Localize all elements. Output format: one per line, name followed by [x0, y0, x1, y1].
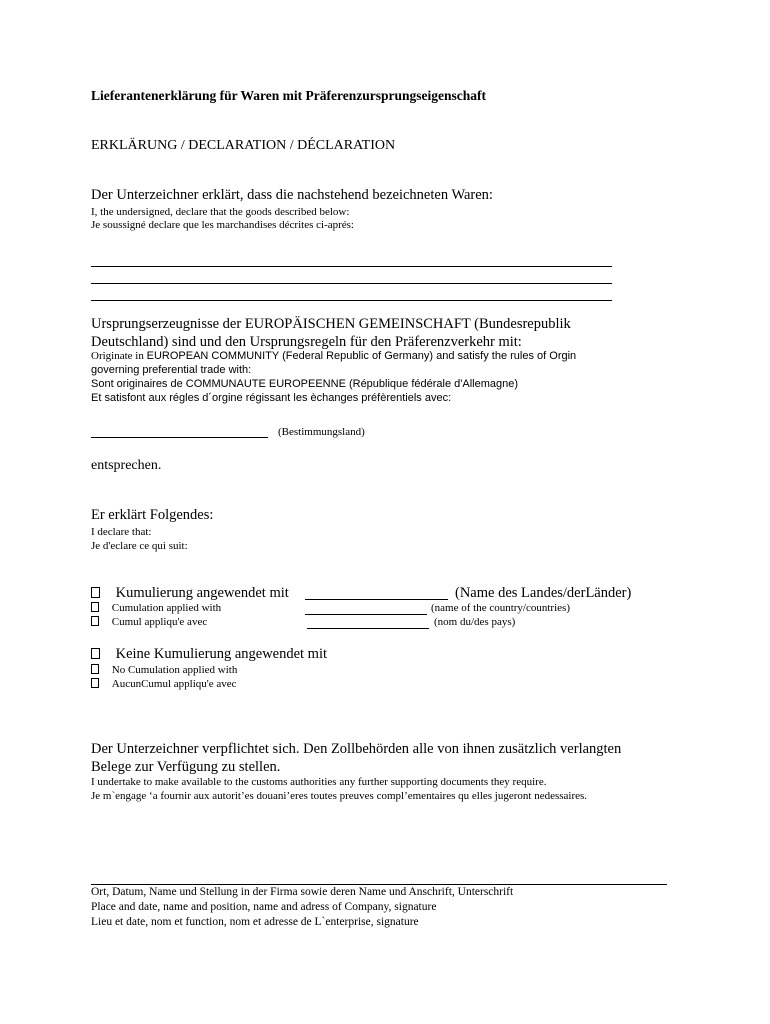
declaration-heading: ERKLÄRUNG / DECLARATION / DÉCLARATION: [91, 138, 396, 153]
goods-line-1[interactable]: [91, 266, 612, 267]
origin-en-prefix: Originate in: [91, 350, 144, 362]
cumulation-label-fr: Cumul appliqu'e avec: [111, 616, 208, 628]
cumulation-checkbox-fr[interactable]: [91, 616, 99, 626]
cumulation-label-en: Cumulation applied with: [111, 602, 222, 614]
intro-de: Der Unterzeichner erklärt, dass die nachstehend bezeichneten Waren:: [91, 187, 493, 203]
origin-fr-line2: Et satisfont aux régles d´orgine régissant les èchanges préfèrentiels avec:: [91, 392, 452, 404]
goods-line-2[interactable]: [91, 283, 612, 284]
declare-de: Er erklärt Folgendes:: [91, 507, 214, 523]
cumulation-country-field-fr[interactable]: [307, 628, 429, 629]
origin-de-line2: Deutschland) sind und den Ursprungsregeln für den Präferenzverkehr mit:: [91, 334, 522, 350]
origin-en-line1: [91, 350, 576, 362]
signature-de: Ort, Datum, Name und Stellung in der Firma sowie deren Name und Anschrift, Unterschrift: [91, 886, 514, 898]
destination-field[interactable]: [91, 437, 268, 438]
origin-en-line2: governing preferential trade with:: [91, 364, 252, 376]
intro-fr: Je soussigné declare que les marchandises décrites ci-aprés:: [91, 219, 354, 231]
cumulation-suffix-fr: (nom du/des pays): [434, 616, 516, 628]
no-cumulation-label-en: No Cumulation applied with: [111, 664, 238, 676]
undertake-de-line2: Belege zur Verfügung zu stellen.: [91, 759, 281, 775]
signature-line[interactable]: [91, 884, 667, 885]
cumulation-row-fr: [91, 616, 207, 628]
cumulation-suffix-de: (Name des Landes/derLänder): [455, 585, 632, 601]
origin-fr-line1: Sont originaires de COMMUNAUTE EUROPEENNE (République fédérale d'Allemagne): [91, 378, 518, 390]
document-title: Lieferantenerklärung für Waren mit Präferenzursprungseigenschaft: [91, 88, 486, 103]
undertake-de-line1: Der Unterzeichner verpflichtet sich. Den Zollbehörden alle von ihnen zusätzlich verlangten: [91, 741, 622, 757]
origin-de-line1: Ursprungserzeugnisse der EUROPÄISCHEN GEMEINSCHAFT (Bundesrepublik: [91, 316, 571, 332]
no-cumulation-row-fr: [91, 678, 237, 690]
declare-en: I declare that:: [91, 526, 152, 538]
destination-label: (Bestimmungsland): [278, 426, 365, 438]
declare-fr: Je d'eclare ce qui suit:: [91, 540, 188, 552]
no-cumulation-row-de: [91, 646, 327, 663]
undertake-en: I undertake to make available to the customs authorities any further supporting documents they require.: [91, 776, 547, 788]
cumulation-checkbox-en[interactable]: [91, 602, 99, 612]
cumulation-suffix-en: (name of the country/countries): [431, 602, 570, 614]
cumulation-row-en: [91, 602, 221, 614]
cumulation-country-field-en[interactable]: [305, 614, 427, 615]
no-cumulation-checkbox[interactable]: [91, 648, 100, 659]
cumulation-label-de: Kumulierung angewendet mit: [115, 585, 289, 601]
no-cumulation-label-de: Keine Kumulierung angewendet mit: [115, 646, 328, 662]
no-cumulation-checkbox-en[interactable]: [91, 664, 99, 674]
origin-en-text: EUROPEAN COMMUNITY (Federal Republic of Germany) and satisfy the rules of Orgin: [146, 350, 577, 362]
intro-en: I, the undersigned, declare that the goods described below:: [91, 206, 350, 218]
signature-fr: Lieu et date, nom et function, nom et adresse de L`enterprise, signature: [91, 916, 419, 928]
destination-suffix: entsprechen.: [91, 458, 162, 473]
signature-en: Place and date, name and position, name and adress of Company, signature: [91, 901, 437, 913]
cumulation-row-de: [91, 585, 289, 602]
cumulation-checkbox[interactable]: [91, 587, 100, 598]
no-cumulation-label-fr: AucunCumul appliqu'e avec: [111, 678, 237, 690]
no-cumulation-row-en: [91, 664, 237, 676]
goods-line-3[interactable]: [91, 300, 612, 301]
cumulation-country-field-de[interactable]: [305, 599, 448, 600]
undertake-fr: Je m`engage ‘a fournir aux autorit’es douani’eres toutes preuves compl’ementaires qu elles jugeront nedessaires.: [91, 790, 588, 802]
no-cumulation-checkbox-fr[interactable]: [91, 678, 99, 688]
